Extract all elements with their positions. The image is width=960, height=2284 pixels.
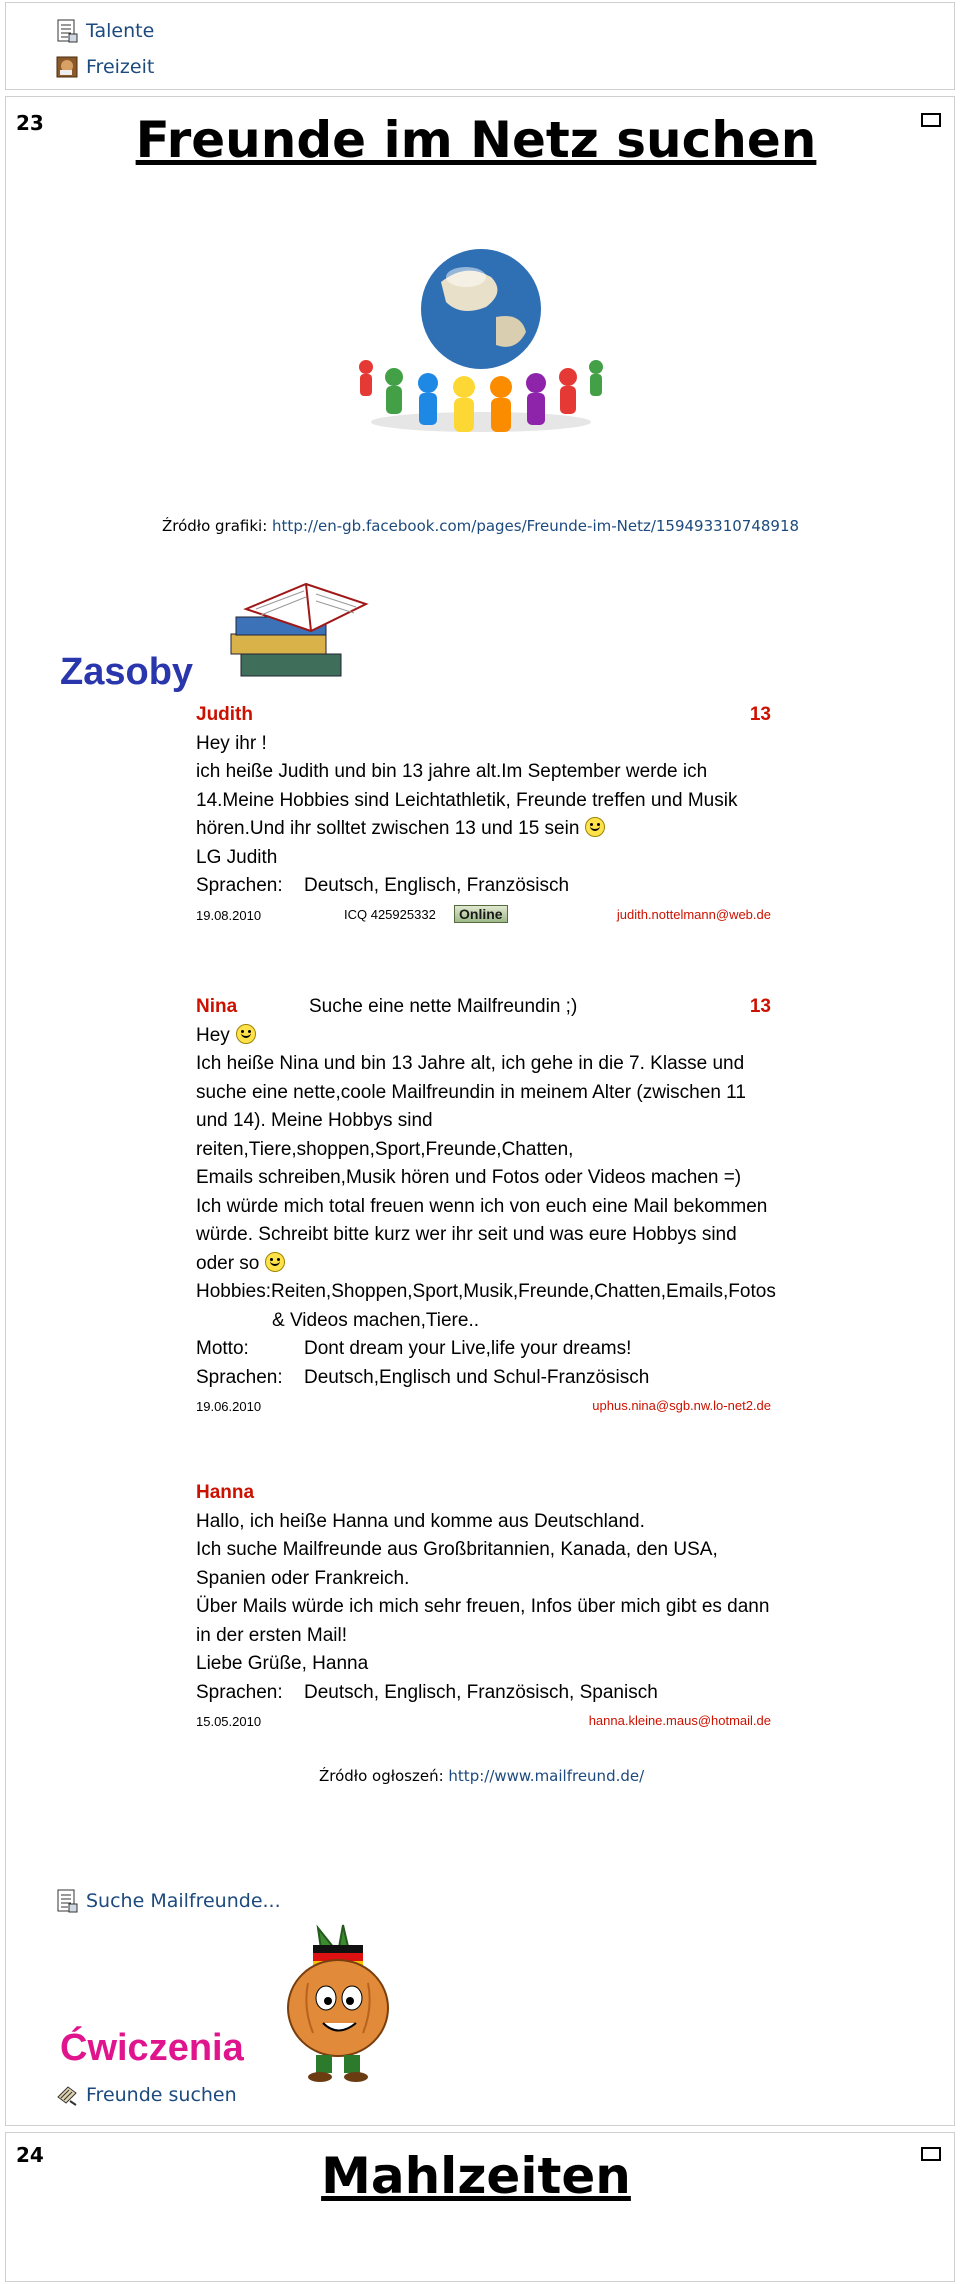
ad-languages <box>196 872 771 901</box>
ad-text-line: Spanien oder Frankreich. <box>196 1567 410 1589</box>
image-source-link[interactable]: http://en-gb.facebook.com/pages/Freunde-im-Netz/159493310748918 <box>272 517 800 535</box>
ad-motto <box>196 1335 771 1364</box>
onion-mascot-illustration <box>268 1923 408 2083</box>
ad-text-line: Ich würde mich total freuen wenn ich von euch eine Mail bekommen <box>196 1195 768 1217</box>
ad-judith <box>196 701 771 929</box>
smiley-icon <box>585 817 605 837</box>
ad-text-line: LG Judith <box>196 846 278 868</box>
ad-date: 19.08.2010 <box>196 907 262 923</box>
ads-source-label: Źródło ogłoszeń: <box>319 1767 444 1785</box>
ad-text-line: Hey ihr ! <box>196 732 267 754</box>
languages-label: Sprachen: <box>196 875 283 896</box>
languages-label: Sprachen: <box>196 1681 283 1703</box>
ad-header <box>196 993 771 1022</box>
ads-source-link[interactable]: http://www.mailfreund.de/ <box>448 1767 645 1785</box>
ad-hanna <box>196 1479 771 1735</box>
ad-email[interactable]: hanna.kleine.maus@hotmail.de <box>588 1713 771 1728</box>
ad-text-line: Über Mails würde ich mich sehr freuen, Infos über mich gibt es dann <box>196 1596 770 1617</box>
ad-text-line: würde. Schreibt bitte kurz wer ihr seit und was eure Hobbys sind <box>196 1224 737 1245</box>
ad-header <box>196 701 771 730</box>
ad-text: hören.Und ihr solltet zwischen 13 und 15 sein <box>196 818 580 839</box>
ad-headline: Suche eine nette Mailfreundin ;) <box>309 996 578 1017</box>
ad-footer <box>196 1392 771 1420</box>
motto-label: Motto: <box>196 1338 249 1359</box>
ad-text-line: Ich heiße Nina und bin 13 Jahre alt, ich gehe in die 7. Klasse und <box>196 1053 745 1074</box>
ad-text-line: Liebe Grüße, Hanna <box>196 1653 369 1674</box>
link-label: Freunde suchen <box>86 2084 237 2106</box>
page-23-box <box>5 96 955 2126</box>
languages-value: Deutsch, Englisch, Französisch, Spanisch <box>304 1681 658 1703</box>
page-24-box <box>5 2132 955 2282</box>
online-status-badge: Online <box>454 905 508 923</box>
nav-link-label: Talente <box>86 20 155 42</box>
link-label: Suche Mailfreunde... <box>86 1890 281 1912</box>
ad-footer <box>196 901 771 929</box>
globe-children-illustration <box>346 237 616 437</box>
ad-text-line: in der ersten Mail! <box>196 1624 348 1646</box>
page-title: Freunde im Netz suchen <box>135 111 817 169</box>
ad-text-line: Ich suche Mailfreunde aus Großbritannien, Kanada, den USA, <box>196 1539 718 1560</box>
top-nav-box <box>5 2 955 90</box>
ad-languages <box>196 1364 771 1393</box>
languages-value: Deutsch, Englisch, Französisch <box>304 875 570 896</box>
ad-age: 13 <box>749 704 771 725</box>
ad-icq: ICQ 425925332 <box>344 906 436 922</box>
ad-email[interactable]: uphus.nina@sgb.nw.lo-net2.de <box>592 1398 771 1413</box>
image-source-label: Źródło grafiki: <box>162 517 268 535</box>
ad-text-line-with-smiley <box>196 815 771 844</box>
ad-text-line: suche eine nette,coole Mailfreundin in meinem Alter (zwischen 11 <box>196 1081 746 1103</box>
smiley-icon <box>236 1024 256 1044</box>
ad-name: Nina <box>196 996 238 1017</box>
ad-greeting-line <box>196 1022 771 1051</box>
exercise-icon <box>56 2083 78 2107</box>
smiley-icon <box>265 1252 285 1272</box>
ad-nina <box>196 993 776 1420</box>
ad-date: 15.05.2010 <box>196 1714 262 1729</box>
books-icon <box>216 559 376 684</box>
nav-link-freizeit[interactable] <box>56 55 154 79</box>
ad-text-line: reiten,Tiere,shoppen,Sport,Freunde,Chatten, <box>196 1138 574 1160</box>
motto-value: Dont dream your Live,life your dreams! <box>304 1338 632 1359</box>
page-title: Mahlzeiten <box>321 2147 631 2205</box>
link-search-mailfriends[interactable] <box>56 1889 281 1913</box>
ad-greeting: Hey <box>196 1024 230 1046</box>
hand-ball-icon <box>56 55 78 79</box>
languages-label: Sprachen: <box>196 1366 283 1388</box>
resources-heading: Zasoby <box>60 651 194 693</box>
nav-link-talente[interactable] <box>56 19 154 43</box>
languages-value: Deutsch,Englisch und Schul-Französisch <box>304 1366 650 1388</box>
page-number: 23 <box>16 111 44 135</box>
ad-email[interactable]: judith.nottelmann@web.de <box>616 906 771 922</box>
ad-footer <box>196 1707 771 1735</box>
ad-text-line: Emails schreiben,Musik hören und Fotos oder Videos machen =) <box>196 1167 742 1188</box>
page-number: 24 <box>16 2143 44 2167</box>
ad-name: Judith <box>196 704 253 725</box>
image-source <box>162 517 799 535</box>
ad-hobbies-cont: & Videos machen,Tiere.. <box>272 1309 479 1331</box>
ad-name: Hanna <box>196 1482 255 1503</box>
ads-source <box>319 1767 644 1785</box>
ad-header <box>196 1479 771 1508</box>
document-icon <box>56 1889 78 1913</box>
document-icon <box>56 19 78 43</box>
ad-languages <box>196 1679 771 1708</box>
ad-text-line: 14.Meine Hobbies sind Leichtathletik, Freunde treffen und Musik <box>196 789 738 811</box>
ad-text-line: Hallo, ich heiße Hanna und komme aus Deutschland. <box>196 1510 645 1532</box>
ad-hobbies <box>196 1278 776 1307</box>
exercises-heading: Ćwiczenia <box>60 2027 244 2069</box>
nav-link-label: Freizeit <box>86 56 155 78</box>
ad-age: 13 <box>749 996 771 1017</box>
hobbies-label: Hobbies: <box>196 1281 271 1302</box>
hobbies-value: Reiten,Shoppen,Sport,Musik,Freunde,Chatten,Emails,Fotos <box>271 1281 776 1302</box>
link-friends-search-exercise[interactable] <box>56 2083 237 2107</box>
ad-text: oder so <box>196 1252 260 1274</box>
ad-text-line: ich heiße Judith und bin 13 jahre alt.Im September werde ich <box>196 761 708 782</box>
ad-date: 19.06.2010 <box>196 1399 262 1414</box>
ad-text-line-with-smiley <box>196 1250 771 1279</box>
ad-text-line: und 14). Meine Hobbys sind <box>196 1110 433 1131</box>
